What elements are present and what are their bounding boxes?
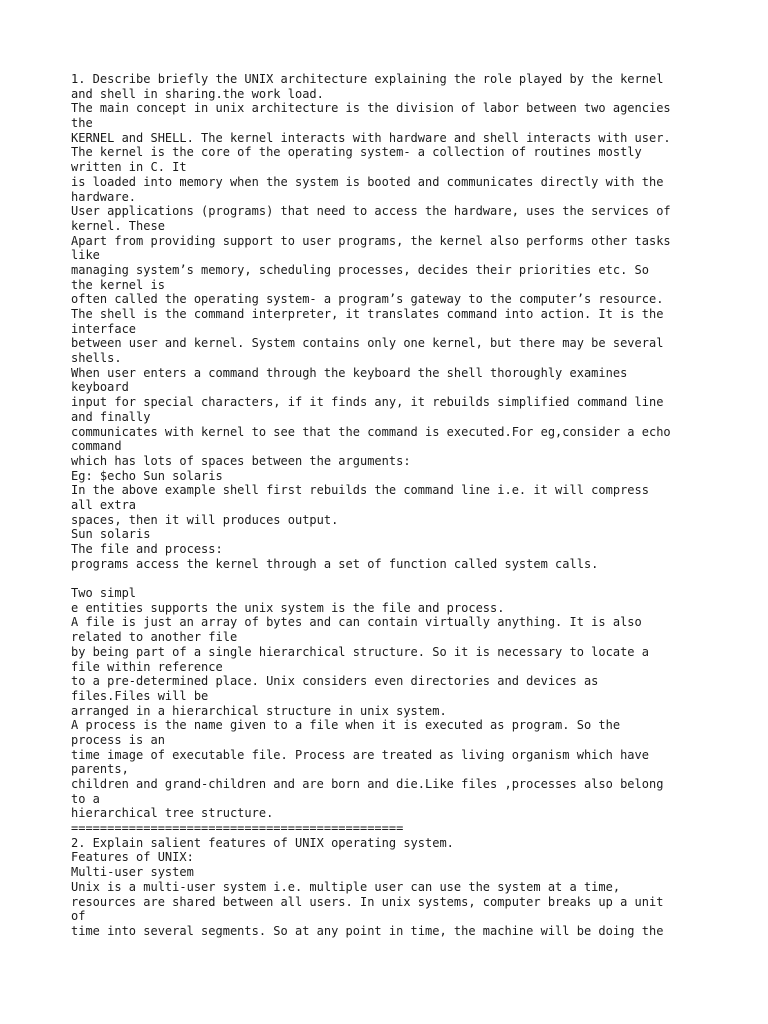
text-line: and shell in sharing.the work load. [71, 86, 324, 101]
text-line: Sun solaris [71, 527, 151, 542]
text-line: hierarchical tree structure. [71, 806, 274, 821]
text-line: shells. [71, 351, 122, 366]
text-line: interface [71, 321, 137, 336]
text-line: Eg: $echo Sun solaris [71, 468, 223, 483]
text-line: User applications (programs) that need to access the hardware, uses the services of [71, 204, 671, 219]
text-line: parents, [71, 762, 129, 777]
text-line: to a [71, 791, 100, 806]
text-line: 2. Explain salient features of UNIX operating system. [71, 835, 454, 850]
text-line: is loaded into memory when the system is booted and communicates directly with the [71, 174, 664, 189]
text-line: between user and kernel. System contains only one kernel, but there may be several [71, 336, 664, 351]
text-line: A process is the name given to a file when it is executed as program. So the [71, 718, 621, 733]
text-line: e entities supports the unix system is the file and process. [71, 600, 505, 615]
text-line: The file and process: [71, 542, 223, 556]
text-line: communicates with kernel to see that the command is executed.For eg,consider a echo [71, 424, 671, 439]
text-line: arranged in a hierarchical structure in unix system. [71, 703, 447, 718]
text-line: written in C. It [71, 160, 187, 175]
blank-line [71, 571, 731, 586]
text-line: the kernel is [71, 277, 165, 292]
text-line: of [71, 909, 86, 924]
text-line: Multi-user system [71, 865, 194, 880]
text-line: resources are shared between all users. In unix systems, computer breaks up a unit [71, 894, 664, 909]
text-line: keyboard [71, 380, 129, 395]
text-line: Features of UNIX: [71, 850, 194, 865]
text-line: The main concept in unix architecture is the division of labor between two agencies [71, 101, 671, 116]
text-line: kernel. These [71, 218, 165, 233]
text-line: The shell is the command interpreter, it translates command into action. It is the [71, 307, 664, 321]
text-line: The kernel is the core of the operating system- a collection of routines mostly [71, 145, 642, 160]
text-line: the [71, 116, 93, 131]
text-line: files.Files will be [71, 688, 209, 703]
text-line: all extra [71, 497, 137, 512]
text-line: Two simpl [71, 586, 137, 601]
text-line: When user enters a command through the keyboard the shell thoroughly examines [71, 365, 628, 380]
text-line: related to another file [71, 630, 238, 645]
text-line: command [71, 439, 122, 454]
text-line: file within reference [71, 659, 223, 674]
text-line: Unix is a multi-user system i.e. multiple user can use the system at a time, [71, 879, 621, 894]
text-line: Apart from providing support to user programs, the kernel also performs other tasks [71, 233, 671, 248]
text-line: time into several segments. So at any point in time, the machine will be doing the [71, 923, 664, 938]
text-line: hardware. [71, 189, 137, 204]
text-line: managing system’s memory, scheduling processes, decides their priorities etc. So [71, 262, 649, 277]
text-line: A file is just an array of bytes and can contain virtually anything. It is also [71, 615, 642, 630]
text-line: programs access the kernel through a set of function called system calls. [71, 556, 599, 571]
text-line: which has lots of spaces between the arguments: [71, 453, 411, 468]
text-line: like [71, 248, 100, 263]
text-line: 1. Describe briefly the UNIX architecture explaining the role played by the kernel [71, 72, 664, 86]
text-line: and finally [71, 409, 151, 424]
text-line: time image of executable file. Process are treated as living organism which have [71, 747, 649, 762]
text-line: spaces, then it will produces output. [71, 512, 339, 527]
document-body [71, 72, 731, 939]
text-line: by being part of a single hierarchical structure. So it is necessary to locate a [71, 644, 649, 659]
text-line: input for special characters, if it finds any, it rebuilds simplified command line [71, 395, 664, 410]
text-line: In the above example shell first rebuilds the command line i.e. it will compress [71, 483, 649, 498]
text-line: ============================================== [71, 821, 404, 836]
text-line: children and grand-children and are born and die.Like files ,processes also belong [71, 777, 664, 791]
text-line: KERNEL and SHELL. The kernel interacts with hardware and shell interacts with user. [71, 130, 671, 145]
text-line: often called the operating system- a program’s gateway to the computer’s resource. [71, 292, 664, 307]
text-line: to a pre-determined place. Unix considers even directories and devices as [71, 674, 599, 689]
text-line: process is an [71, 732, 165, 747]
